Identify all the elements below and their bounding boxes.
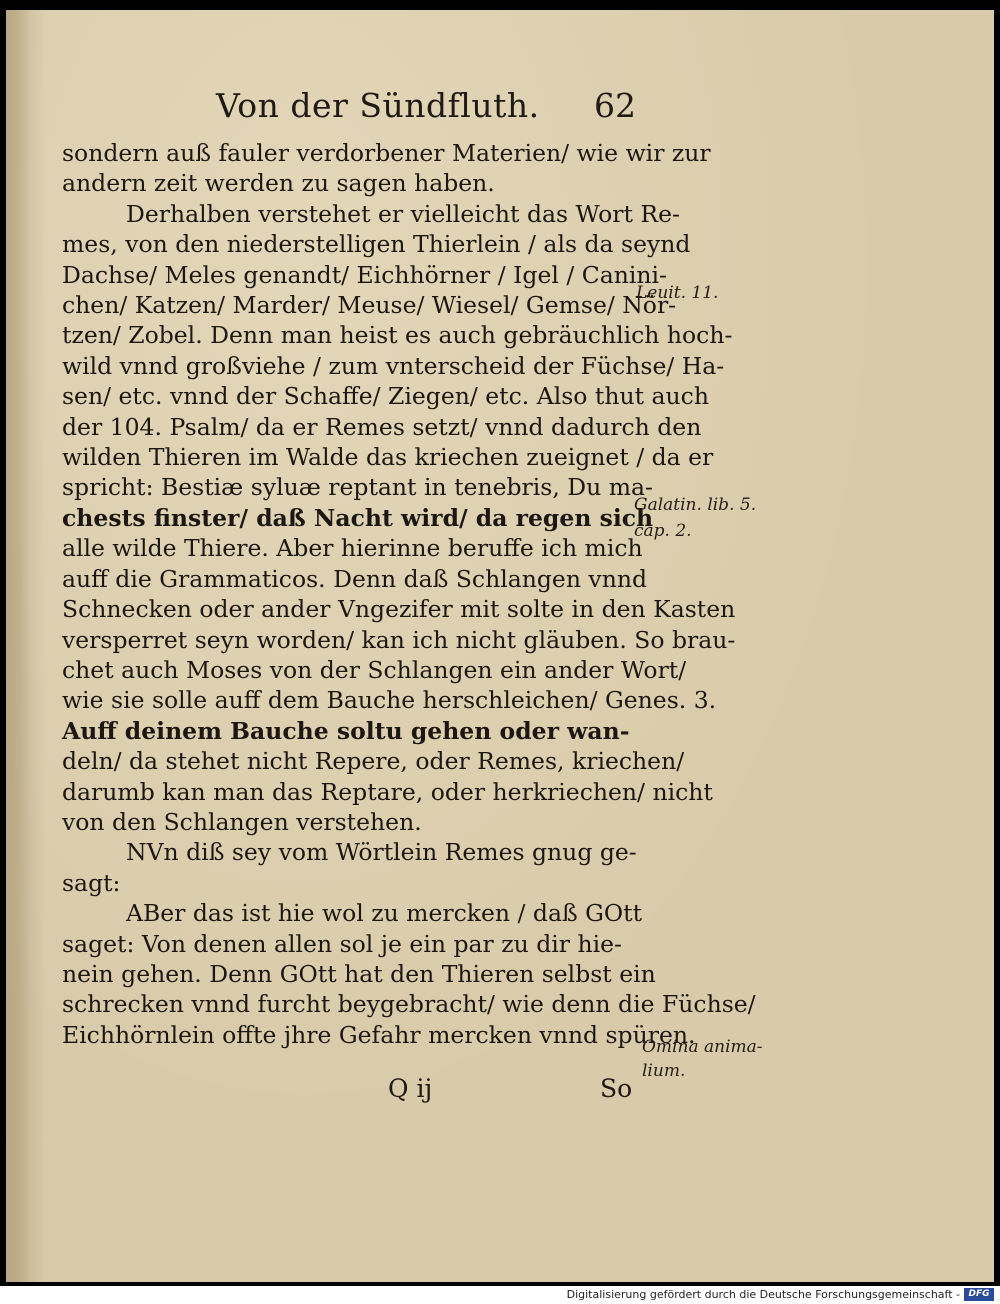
- text-line: Eichhörnlein offte jhre Gefahr mercken vnnd spüren.: [62, 1020, 696, 1049]
- text-line: NVn diß sey vom Wörtlein Remes gnug ge-: [126, 838, 637, 867]
- text-line: andern zeit werden zu sagen haben.: [62, 169, 495, 198]
- text-line: schrecken vnnd furcht beygebracht/ wie denn die Füchse/: [62, 990, 756, 1019]
- text-line: spricht: Bestiæ syluæ reptant in tenebris, Du ma-: [62, 473, 653, 502]
- text-line: wild vnnd großviehe / zum vnterscheid der Füchse/ Ha-: [62, 351, 725, 380]
- book-page: [6, 10, 994, 1282]
- page-number: 62: [594, 86, 636, 125]
- text-line: Schnecken oder ander Vngezifer mit solte in den Kasten: [62, 595, 736, 624]
- text-line: versperret seyn worden/ kan ich nicht gläuben. So brau-: [62, 625, 736, 654]
- catchword: So: [600, 1074, 633, 1103]
- text-line: chen/ Katzen/ Marder/ Meuse/ Wiesel/ Gemse/ Nör-: [62, 291, 677, 320]
- margin-note-galatin: Galatin. lib. 5.: [634, 495, 757, 515]
- text-line: darumb kan man das Reptare, oder herkriechen/ nicht: [62, 777, 713, 806]
- text-line: von den Schlangen verstehen.: [62, 807, 422, 836]
- running-title: Von der Sündfluth.: [216, 86, 540, 125]
- page-gutter-shadow: [6, 10, 30, 1282]
- margin-note-leuit: Leuit. 11.: [636, 283, 719, 303]
- text-line: sagt:: [62, 868, 121, 897]
- text-line: sondern auß fauler verdorbener Materien/ wie wir zur: [62, 139, 711, 167]
- text-line: auff die Grammaticos. Denn daß Schlangen vnnd: [62, 564, 648, 593]
- signature-mark: Q ij: [388, 1074, 433, 1103]
- text-line: ABer das ist hie wol zu mercken / daß GOtt: [126, 899, 643, 928]
- text-line: Auff deinem Bauche soltu gehen oder wan-: [62, 716, 630, 745]
- text-line: sen/ etc. vnnd der Schaffe/ Ziegen/ etc. Also thut auch: [62, 382, 709, 411]
- dfg-logo-icon: DFG: [964, 1288, 994, 1301]
- text-line: alle wilde Thiere. Aber hierinne beruffe ich mich: [62, 534, 643, 563]
- margin-note-galatin-cap: cap. 2.: [634, 521, 692, 541]
- text-line: wie sie solle auff dem Bauche herschleichen/ Genes. 3.: [62, 686, 717, 715]
- text-line: tzen/ Zobel. Denn man heist es auch gebräuchlich hoch-: [62, 321, 733, 350]
- text-line: Dachse/ Meles genandt/ Eichhörner / Igel / Canini-: [62, 260, 667, 289]
- dfg-credit-text: Digitalisierung gefördert durch die Deutsche Forschungsgemeinschaft -: [566, 1288, 960, 1301]
- text-line: mes, von den niederstelligen Thierlein / als da seynd: [62, 230, 691, 259]
- text-line: chet auch Moses von der Schlangen ein ander Wort/: [62, 655, 687, 684]
- margin-note-omnia: Omina anima-: [642, 1037, 763, 1057]
- text-line: wilden Thieren im Walde das kriechen zueignet / da er: [62, 443, 714, 472]
- text-line: chests finster/ daß Nacht wird/ da regen sich: [62, 503, 654, 532]
- text-line: der 104. Psalm/ da er Remes setzt/ vnnd dadurch den: [62, 412, 702, 441]
- running-header: [216, 86, 636, 136]
- text-line: Derhalben verstehet er vielleicht das Wort Re-: [126, 199, 680, 228]
- margin-note-omnia-2: lium.: [642, 1061, 686, 1081]
- text-line: saget: Von denen allen sol je ein par zu dir hie-: [62, 929, 622, 958]
- footer-bar: [0, 1286, 1000, 1304]
- text-line: deln/ da stehet nicht Repere, oder Remes, kriechen/: [62, 747, 685, 776]
- text-line: nein gehen. Denn GOtt hat den Thieren selbst ein: [62, 959, 656, 988]
